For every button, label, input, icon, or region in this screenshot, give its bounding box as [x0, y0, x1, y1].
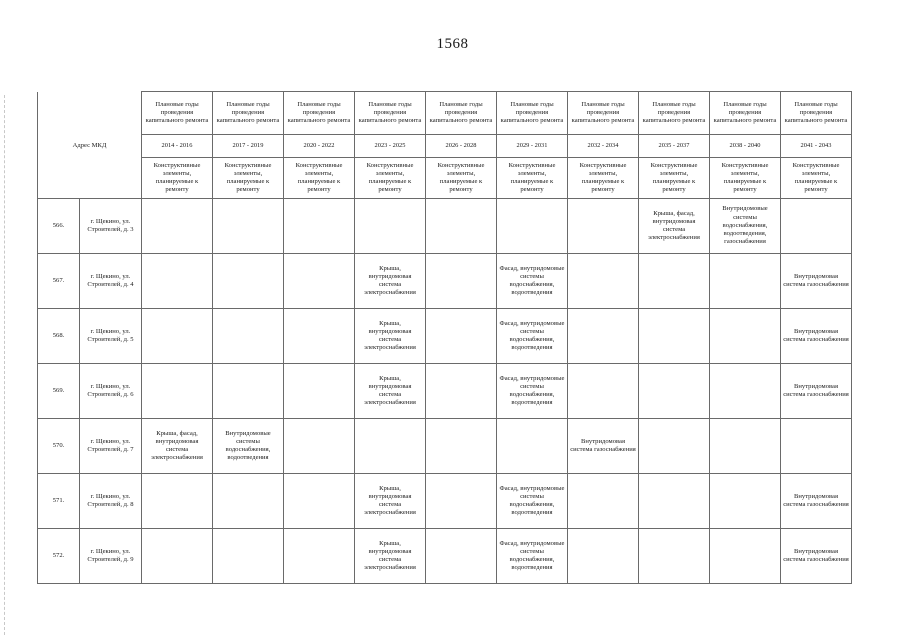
period-header: 2014 - 2016 [142, 135, 213, 158]
header-address-cell [38, 92, 142, 135]
repair-elements-cell: Фасад, внутридомовые системы водоснабжения, водоотведения [497, 529, 568, 584]
address-column-header: Адрес МКД [38, 135, 142, 158]
building-address: г. Щекино, ул. Строителей, д. 4 [80, 254, 142, 309]
repair-elements-cell [426, 254, 497, 309]
repair-elements-cell: Внутридомовые системы водоснабжения, водоотведения [213, 419, 284, 474]
repair-elements-cell [710, 254, 781, 309]
repair-elements-cell [710, 529, 781, 584]
header-planned-years-label: Плановые годы проведения капитального ремонта [497, 92, 568, 135]
elements-header: Конструктивные элементы, планируемые к ремонту [781, 158, 852, 199]
header-planned-years-label: Плановые годы проведения капитального ремонта [568, 92, 639, 135]
repair-elements-cell: Внутридомовые системы водоснабжения, водоотведения, газоснабжения [710, 199, 781, 254]
repair-elements-cell [710, 419, 781, 474]
repair-elements-cell [284, 199, 355, 254]
repair-elements-cell: Фасад, внутридомовые системы водоснабжения, водоотведения [497, 254, 568, 309]
repair-elements-cell [142, 364, 213, 419]
header-row-elements [38, 158, 852, 199]
header-planned-years-label: Плановые годы проведения капитального ремонта [284, 92, 355, 135]
building-address: г. Щекино, ул. Строителей, д. 7 [80, 419, 142, 474]
row-number: 570. [38, 419, 80, 474]
period-header: 2032 - 2034 [568, 135, 639, 158]
table-row [38, 309, 852, 364]
repair-elements-cell [639, 309, 710, 364]
repair-elements-cell: Внутридомовая система газоснабжения [781, 309, 852, 364]
row-number: 568. [38, 309, 80, 364]
table-row [38, 529, 852, 584]
repair-elements-cell: Крыша, внутридомовая система электроснабжения [355, 529, 426, 584]
row-number: 566. [38, 199, 80, 254]
repair-elements-cell [639, 474, 710, 529]
building-address: г. Щекино, ул. Строителей, д. 9 [80, 529, 142, 584]
elements-header: Конструктивные элементы, планируемые к ремонту [213, 158, 284, 199]
repair-elements-cell [781, 199, 852, 254]
repair-elements-cell [284, 474, 355, 529]
repair-elements-cell [142, 309, 213, 364]
header-address-cell [38, 158, 142, 199]
repair-elements-cell [568, 364, 639, 419]
repair-elements-cell [781, 419, 852, 474]
repair-elements-cell [497, 199, 568, 254]
repair-elements-cell [213, 529, 284, 584]
repair-elements-cell [639, 254, 710, 309]
repair-elements-cell [284, 419, 355, 474]
elements-header: Конструктивные элементы, планируемые к ремонту [284, 158, 355, 199]
repair-elements-cell [284, 309, 355, 364]
period-header: 2029 - 2031 [497, 135, 568, 158]
header-planned-years-label: Плановые годы проведения капитального ремонта [639, 92, 710, 135]
table-row [38, 199, 852, 254]
table-row [38, 364, 852, 419]
repair-elements-cell [142, 529, 213, 584]
period-header: 2038 - 2040 [710, 135, 781, 158]
repair-elements-cell [213, 309, 284, 364]
building-address: г. Щекино, ул. Строителей, д. 5 [80, 309, 142, 364]
repair-elements-cell [568, 309, 639, 364]
repair-elements-cell [639, 419, 710, 474]
table-row [38, 254, 852, 309]
period-header: 2026 - 2028 [426, 135, 497, 158]
repair-elements-cell [426, 419, 497, 474]
period-header: 2041 - 2043 [781, 135, 852, 158]
elements-header: Конструктивные элементы, планируемые к ремонту [710, 158, 781, 199]
repair-elements-cell [284, 529, 355, 584]
repair-elements-cell [710, 364, 781, 419]
repair-elements-cell [426, 474, 497, 529]
repair-elements-cell [355, 419, 426, 474]
table-row [38, 474, 852, 529]
repair-elements-cell: Фасад, внутридомовые системы водоснабжения, водоотведения [497, 309, 568, 364]
repair-elements-cell [568, 474, 639, 529]
repair-elements-cell: Внутридомовая система газоснабжения [781, 364, 852, 419]
header-planned-years-label: Плановые годы проведения капитального ремонта [710, 92, 781, 135]
repair-elements-cell [142, 254, 213, 309]
repair-elements-cell [426, 309, 497, 364]
repair-elements-cell [568, 199, 639, 254]
repair-elements-cell [213, 199, 284, 254]
header-planned-years-label: Плановые годы проведения капитального ремонта [142, 92, 213, 135]
margin-line [4, 95, 5, 635]
row-number: 572. [38, 529, 80, 584]
header-row-periods [38, 135, 852, 158]
repair-elements-cell: Крыша, внутридомовая система электроснабжения [355, 474, 426, 529]
elements-header: Конструктивные элементы, планируемые к ремонту [142, 158, 213, 199]
row-number: 569. [38, 364, 80, 419]
header-planned-years-label: Плановые годы проведения капитального ремонта [213, 92, 284, 135]
building-address: г. Щекино, ул. Строителей, д. 3 [80, 199, 142, 254]
repair-elements-cell: Крыша, фасад, внутридомовая система электроснабжения [142, 419, 213, 474]
repair-elements-cell: Крыша, внутридомовая система электроснабжения [355, 309, 426, 364]
elements-header: Конструктивные элементы, планируемые к ремонту [639, 158, 710, 199]
header-planned-years-label: Плановые годы проведения капитального ремонта [355, 92, 426, 135]
repair-elements-cell [426, 364, 497, 419]
repair-elements-cell: Фасад, внутридомовые системы водоснабжения, водоотведения [497, 364, 568, 419]
repair-elements-cell [497, 419, 568, 474]
period-header: 2020 - 2022 [284, 135, 355, 158]
page-number: 1568 [436, 36, 469, 52]
repair-elements-cell: Крыша, внутридомовая система электроснабжения [355, 364, 426, 419]
repair-elements-cell [568, 254, 639, 309]
elements-header: Конструктивные элементы, планируемые к ремонту [568, 158, 639, 199]
repair-elements-cell: Крыша, фасад, внутридомовая система электроснабжения [639, 199, 710, 254]
period-header: 2035 - 2037 [639, 135, 710, 158]
repair-elements-cell [142, 199, 213, 254]
elements-header: Конструктивные элементы, планируемые к ремонту [497, 158, 568, 199]
building-address: г. Щекино, ул. Строителей, д. 6 [80, 364, 142, 419]
table-row [38, 419, 852, 474]
repair-elements-cell [639, 364, 710, 419]
repair-elements-cell [568, 529, 639, 584]
repair-elements-cell [710, 309, 781, 364]
repair-elements-cell [639, 529, 710, 584]
repair-elements-cell: Внутридомовая система газоснабжения [781, 529, 852, 584]
elements-header: Конструктивные элементы, планируемые к ремонту [426, 158, 497, 199]
repair-elements-cell [213, 254, 284, 309]
elements-header: Конструктивные элементы, планируемые к ремонту [355, 158, 426, 199]
repair-elements-cell [284, 364, 355, 419]
repair-elements-cell [426, 529, 497, 584]
repair-elements-cell: Фасад, внутридомовые системы водоснабжения, водоотведения [497, 474, 568, 529]
row-number: 567. [38, 254, 80, 309]
repair-elements-cell [213, 474, 284, 529]
header-planned-years-label: Плановые годы проведения капитального ремонта [781, 92, 852, 135]
repair-elements-cell [213, 364, 284, 419]
header-planned-years-label: Плановые годы проведения капитального ремонта [426, 92, 497, 135]
repair-elements-cell: Внутридомовая система газоснабжения [568, 419, 639, 474]
repair-elements-cell: Внутридомовая система газоснабжения [781, 254, 852, 309]
period-header: 2017 - 2019 [213, 135, 284, 158]
repair-elements-cell [355, 199, 426, 254]
repair-schedule-table [37, 91, 852, 584]
repair-elements-cell [284, 254, 355, 309]
header-row-planned-years [38, 92, 852, 135]
repair-elements-cell: Внутридомовая система газоснабжения [781, 474, 852, 529]
row-number: 571. [38, 474, 80, 529]
repair-elements-cell [426, 199, 497, 254]
building-address: г. Щекино, ул. Строителей, д. 8 [80, 474, 142, 529]
repair-elements-cell [142, 474, 213, 529]
period-header: 2023 - 2025 [355, 135, 426, 158]
repair-elements-cell [710, 474, 781, 529]
repair-elements-cell: Крыша, внутридомовая система электроснабжения [355, 254, 426, 309]
